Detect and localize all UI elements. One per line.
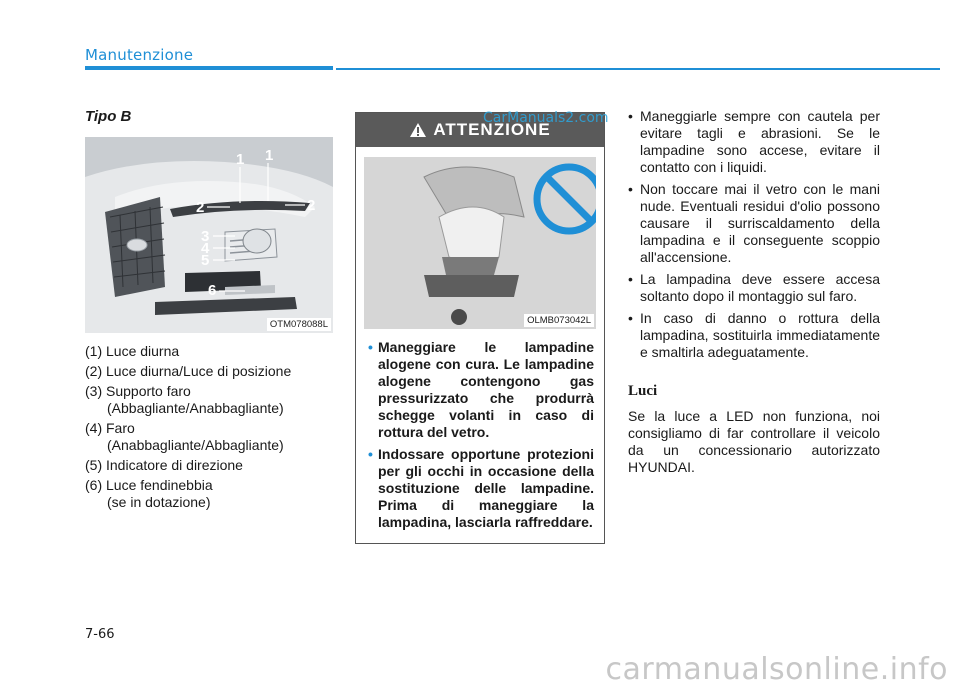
warning-list <box>368 339 594 531</box>
header-rule-thick <box>85 66 333 70</box>
precautions-list <box>628 108 880 361</box>
lights-paragraph: Se la luce a LED non funziona, noi consigliamo di far controllare il veicolo da un concessionario autorizzato HYUNDAI. <box>628 408 880 475</box>
legend-item-text: (6) Luce fendinebbia <box>85 477 213 493</box>
warning-item: • Maneggiare le lampadine alogene con cura. Le lampadine alogene contengono gas pressurizzato che produrrà schegge volanti in caso di rottura del vetro. <box>368 339 594 441</box>
precaution-item: • In caso di danno o rottura della lampadina, sostituirla immediatamente e smaltirla adeguatamente. <box>628 310 880 361</box>
subtitle: Tipo B <box>85 108 132 125</box>
header-rule-thin <box>336 68 940 70</box>
watermark-bottom: carmanualsonline.info <box>605 652 948 687</box>
right-column <box>628 108 880 476</box>
legend-item <box>85 343 335 360</box>
watermark-top: CarManuals2.com <box>483 110 609 126</box>
legend-item-text: (4) Faro <box>85 420 135 436</box>
legend-list <box>85 343 335 511</box>
lights-heading: Luci <box>628 383 658 399</box>
callout-6: 6 <box>208 282 217 299</box>
bulb-warning-image <box>364 157 596 329</box>
callout-1a: 1 <box>236 151 245 168</box>
callout-5: 5 <box>201 252 210 269</box>
legend-item <box>85 420 335 454</box>
legend-item <box>85 383 335 417</box>
warning-item: • Indossare opportune protezioni per gli occhi in occasione della sostituzione delle lampadine. Prima di maneggiare la lampadina, lasciarla raffreddare. <box>368 446 594 531</box>
callout-4: 4 <box>201 240 210 257</box>
legend-item-sub: (se in dotazione) <box>107 494 211 510</box>
legend-item <box>85 457 335 474</box>
legend-item-text: (1) Luce diurna <box>85 343 180 359</box>
legend-item <box>85 477 335 511</box>
car-front-photo <box>85 137 333 333</box>
callout-2a: 2 <box>196 199 205 216</box>
warning-triangle-icon <box>409 122 427 138</box>
callout-3: 3 <box>201 228 210 245</box>
section-title: Manutenzione <box>85 46 194 64</box>
precaution-item: • Maneggiarle sempre con cautela per evitare tagli e abrasioni. Se le lampadine sono accese, evitare il contatto con i liquidi. <box>628 108 880 176</box>
photo-code: OTM078088L <box>267 318 331 331</box>
bulb-hand-illustration <box>364 157 596 329</box>
legend-item-text: (2) Luce diurna/Luce di posizione <box>85 363 292 379</box>
legend-item-sub: (Anabbagliante/Abbagliante) <box>107 437 284 453</box>
legend-item-text: (3) Supporto faro <box>85 383 191 399</box>
legend-item <box>85 363 335 380</box>
precaution-item: • Non toccare mai il vetro con le mani nude. Eventuali residui d'olio possono causare il surriscaldamento della lampadina e il conseguente scoppio all'accensione. <box>628 181 880 266</box>
legend-item-sub: (Abbagliante/Anabbagliante) <box>107 400 284 416</box>
warning-image-code: OLMB073042L <box>524 314 594 327</box>
left-column <box>85 108 335 514</box>
legend-item-text: (5) Indicatore di direzione <box>85 457 243 473</box>
page-number: 7-66 <box>85 627 115 642</box>
warning-box <box>355 112 605 544</box>
callout-2b: 2 <box>307 197 316 214</box>
callout-1b: 1 <box>265 147 274 164</box>
warning-title: ATTENZIONE <box>433 120 551 139</box>
precaution-item: • La lampadina deve essere accesa soltanto dopo il montaggio sul faro. <box>628 271 880 305</box>
